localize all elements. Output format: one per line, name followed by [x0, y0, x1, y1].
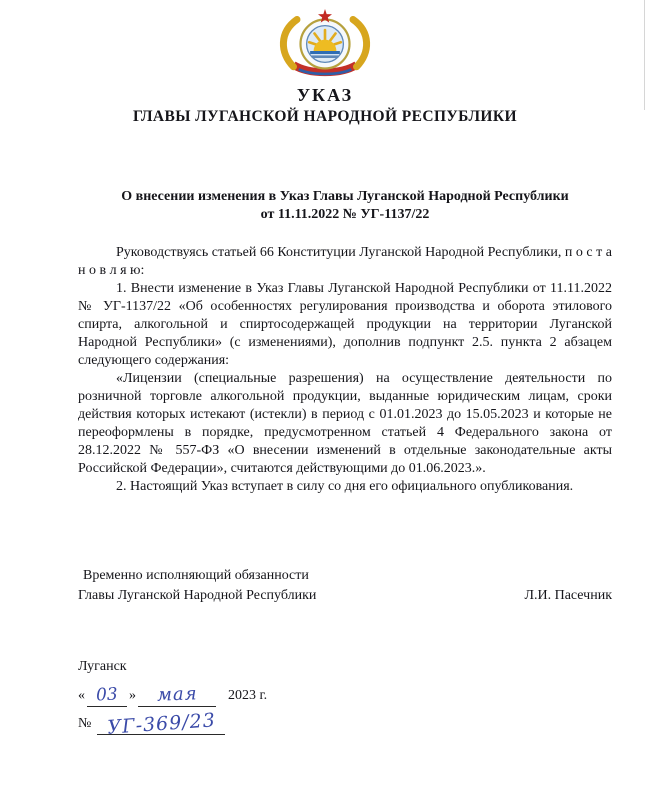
signature-name: Л.И. Пасечник: [524, 588, 612, 603]
paragraph: 2. Настоящий Указ вступает в силу со дня его официального опубликования.: [116, 479, 574, 494]
signature-position-line-2: Главы Луганской Народной Республики: [78, 588, 317, 603]
document-content: [78, 188, 612, 739]
signature-position-line-1: Временно исполняющий обязанности: [83, 568, 309, 583]
signature-position: [78, 566, 316, 606]
paragraph: 1. Внести изменение в Указ Главы Луганской Народной Республики от 11.11.2022 № УГ-1137/22 «Об особенностях регулирования производства и оборота этилового спирта, алкогольной и спиртосодержащей продукции на территории Луганской Народной Республики» (с изменениями), дополнив подпункт 2.5. пункта 2 абзацем следующего содержания:: [78, 281, 612, 368]
paragraph: Руководствуясь статьей 66 Конституции Луганской Народной Республики, п о с т а н о в л я ю:: [78, 245, 612, 278]
scan-artifact: [644, 0, 645, 110]
open-quote: «: [78, 688, 85, 703]
footer-city: Луганск: [78, 659, 127, 674]
footer-number-line: [78, 709, 612, 739]
document-footer: [78, 656, 612, 739]
handwritten-day: 03: [95, 684, 119, 706]
signature-block: [78, 566, 612, 606]
emblem-container: [0, 0, 650, 79]
footer-year: 2023 г.: [228, 688, 268, 703]
doc-type-heading: УКАЗ: [296, 85, 354, 105]
issuer-heading: ГЛАВЫ ЛУГАНСКОЙ НАРОДНОЙ РЕСПУБЛИКИ: [133, 108, 517, 125]
footer-date-line: [78, 682, 612, 707]
title-line-1: О внесении изменения в Указ Главы Луганской Народной Республики: [121, 189, 569, 204]
handwritten-number: УГ-369/23: [106, 709, 217, 739]
document-body: [78, 244, 612, 496]
date-month-blank: [138, 682, 216, 707]
number-sign: №: [78, 716, 92, 731]
close-quote: »: [129, 688, 136, 703]
date-day-blank: [87, 682, 127, 707]
coat-of-arms-icon: [272, 9, 378, 79]
title-line-2: от 11.11.2022 № УГ-1137/22: [260, 207, 430, 222]
handwritten-month: мая: [156, 683, 198, 706]
number-blank: [97, 709, 225, 739]
document-title: [78, 188, 612, 224]
paragraph: «Лицензии (специальные разрешения) на осуществление деятельности по розничной торговле алкогольной продукции, выданные юридическим лицам, сроки действия которых истекают (истекли) в период с 01.01.2023 до 15.05.2023 и которые не переоформлены в порядке, предусмотренном статьей 4 Федерального закона от 28.12.2022 № 557-ФЗ «О внесении изменений в отдельные законодательные акты Российской Федерации», считаются действующими до 01.06.2023.».: [78, 371, 612, 476]
